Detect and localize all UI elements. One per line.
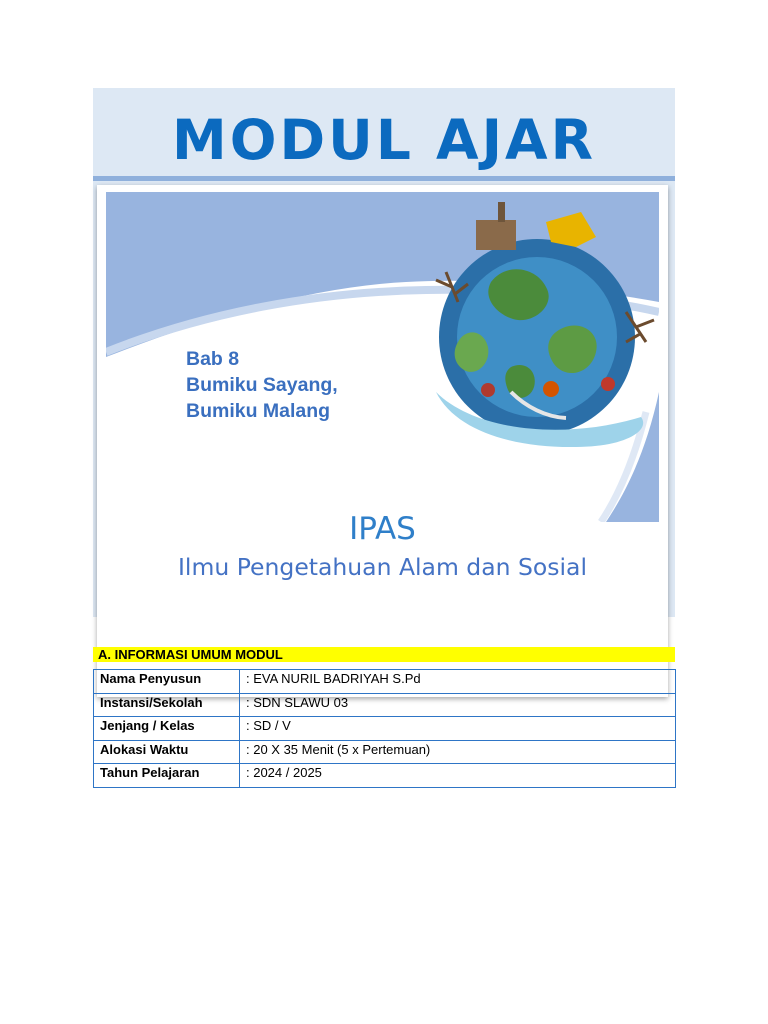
table-row: [94, 693, 676, 717]
table-row: [94, 740, 676, 764]
row-value: : EVA NURIL BADRIYAH S.Pd: [240, 670, 676, 694]
factory: [476, 220, 516, 250]
cover-divider: [93, 176, 675, 181]
table-row: [94, 764, 676, 788]
section-heading: [93, 647, 675, 662]
row-label: Instansi/Sekolah: [94, 693, 240, 717]
chimney: [498, 202, 505, 222]
subject-abbr: IPAS: [349, 511, 416, 547]
row-value: : SD / V: [240, 717, 676, 741]
subject-full-name: Ilmu Pengetahuan Alam dan Sosial: [178, 553, 587, 581]
trash-1: [481, 383, 495, 397]
chapter-title: [186, 346, 338, 424]
row-label: Alokasi Waktu: [94, 740, 240, 764]
row-label: Jenjang / Kelas: [94, 717, 240, 741]
table-row: [94, 670, 676, 694]
row-value: : 20 X 35 Menit (5 x Pertemuan): [240, 740, 676, 764]
trash-2: [543, 381, 559, 397]
row-value: : SDN SLAWU 03: [240, 693, 676, 717]
section-heading-text: A. INFORMASI UMUM MODUL: [98, 647, 283, 662]
trash-3: [601, 377, 615, 391]
info-table: [93, 669, 676, 788]
row-value: : 2024 / 2025: [240, 764, 676, 788]
table-row: [94, 717, 676, 741]
row-label: Tahun Pelajaran: [94, 764, 240, 788]
chapter-number: Bab 8: [186, 348, 240, 370]
cover-card: [97, 185, 668, 697]
cover-block: [93, 88, 675, 617]
chapter-name-line-2: Bumiku Malang: [186, 400, 331, 422]
cover-title: MODUL AJAR: [172, 108, 596, 172]
chapter-name-line-1: Bumiku Sayang,: [186, 374, 338, 396]
row-label: Nama Penyusun: [94, 670, 240, 694]
